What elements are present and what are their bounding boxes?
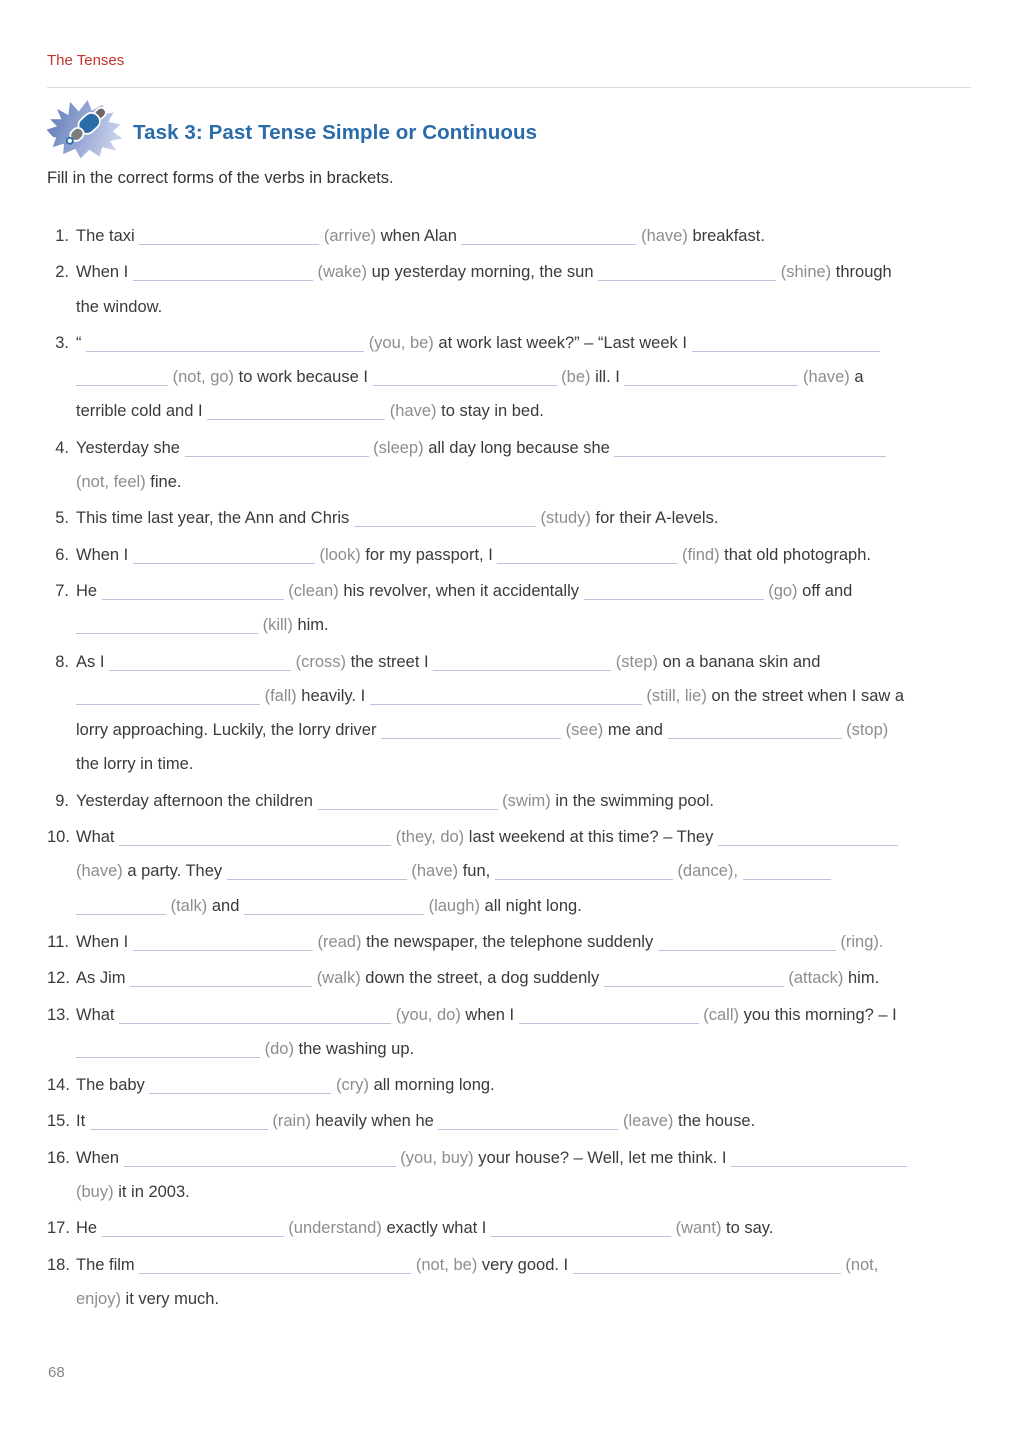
answer-blank (318, 798, 498, 810)
answer-blank (227, 868, 407, 880)
answer-blank (373, 374, 557, 386)
item-text: fun, (462, 862, 491, 881)
item-content (76, 1211, 947, 1245)
item-text: Yesterday afternoon the children (76, 791, 313, 810)
item-text: me and (607, 721, 663, 740)
item-number: 10. (47, 828, 70, 847)
item-text: up yesterday morning, the sun (371, 263, 594, 282)
exercise-item (47, 538, 947, 572)
item-text: The film (76, 1255, 135, 1274)
verb-hint: enjoy) (76, 1289, 121, 1308)
item-line (76, 219, 947, 253)
verb-hint: (go) (768, 581, 798, 600)
item-text: This time last year, the Ann and Chris (76, 509, 350, 528)
exercise-item (47, 961, 947, 995)
verb-hint: (rain) (272, 1112, 311, 1131)
verb-hint: (shine) (780, 263, 832, 282)
item-text: your house? – Well, let me think. I (478, 1148, 727, 1167)
item-line (76, 1175, 947, 1209)
verb-hint: (leave) (622, 1112, 674, 1131)
item-line (76, 538, 947, 572)
exercise-item (47, 1248, 947, 1317)
item-line (76, 394, 947, 428)
item-text: and (211, 896, 240, 915)
item-text: the street I (350, 652, 429, 671)
verb-hint: (call) (703, 1005, 739, 1024)
answer-blank (354, 515, 536, 527)
item-text: it very much. (125, 1289, 220, 1308)
chapter-header: The Tenses (47, 52, 125, 69)
item-content (76, 1068, 947, 1102)
item-line (76, 1104, 947, 1138)
verb-hint: (not, be) (415, 1255, 478, 1274)
item-text: for their A-levels. (595, 509, 719, 528)
item-number: 11. (47, 932, 69, 951)
verb-hint: (buy) (76, 1183, 114, 1202)
answer-blank (692, 340, 880, 352)
verb-hint: (study) (540, 509, 591, 528)
item-line (76, 574, 947, 608)
answer-blank (658, 939, 836, 951)
answer-blank (76, 903, 166, 915)
item-content (76, 1141, 947, 1210)
verb-hint: (laugh) (428, 896, 480, 915)
item-number: 9. (55, 791, 69, 810)
verb-hint: (stop) (846, 721, 889, 740)
answer-blank (438, 1118, 618, 1130)
exercise-item (47, 574, 947, 643)
item-text: ill. I (595, 368, 620, 387)
pen-splash-icon (44, 93, 124, 163)
exercise-item (47, 645, 947, 782)
item-text: What (76, 1005, 115, 1024)
item-text: the washing up. (298, 1039, 415, 1058)
item-text: to stay in bed. (441, 402, 544, 421)
answer-blank (130, 975, 312, 987)
item-line (76, 1032, 947, 1066)
answer-blank (149, 1082, 331, 1094)
item-number: 8. (55, 652, 69, 671)
item-line (76, 290, 947, 324)
item-text: through (835, 263, 892, 282)
verb-hint: (you, do) (395, 1005, 461, 1024)
verb-hint: (want) (675, 1219, 722, 1238)
item-text: him. (848, 969, 880, 988)
item-content (76, 255, 947, 324)
answer-blank (497, 552, 677, 564)
answer-blank (133, 269, 313, 281)
exercise-item (47, 784, 947, 818)
item-line (76, 465, 947, 499)
item-number: 3. (55, 333, 69, 352)
answer-blank (491, 1225, 671, 1237)
verb-hint: (arrive) (323, 227, 377, 245)
item-text: When I (76, 932, 129, 951)
exercise-item (47, 1104, 947, 1138)
item-text: off and (802, 581, 853, 600)
item-text: on a banana skin and (662, 652, 821, 671)
item-text: breakfast. (692, 227, 765, 245)
item-line (76, 1248, 947, 1282)
item-content (76, 431, 947, 500)
verb-hint: (sleep) (373, 438, 424, 457)
verb-hint: (talk) (170, 896, 208, 915)
answer-blank (731, 1155, 907, 1167)
item-number: 2. (55, 263, 69, 282)
verb-hint: (not, go) (172, 368, 235, 387)
item-number: 14. (47, 1076, 70, 1095)
answer-blank (519, 1012, 699, 1024)
page-number: 68 (48, 1364, 65, 1381)
item-content (76, 820, 947, 923)
item-text: heavily when he (315, 1112, 434, 1131)
answer-blank (76, 1046, 260, 1058)
answer-blank (207, 408, 385, 420)
item-text: The taxi (76, 227, 135, 245)
verb-hint: (you, be) (368, 333, 434, 352)
item-line (76, 998, 947, 1032)
item-text: terrible cold and I (76, 402, 203, 421)
exercise-item (47, 1211, 947, 1245)
verb-hint: (find) (681, 545, 720, 564)
answer-blank (244, 903, 424, 915)
item-text: When (76, 1148, 120, 1167)
item-text: his revolver, when it accidentally (343, 581, 580, 600)
answer-blank (90, 1118, 268, 1130)
verb-hint: (have) (803, 368, 850, 387)
item-line (76, 925, 947, 959)
item-content (76, 925, 947, 959)
item-text: heavily. I (301, 686, 366, 705)
item-number: 18. (47, 1255, 70, 1274)
answer-blank (614, 445, 886, 457)
item-line (76, 326, 947, 360)
exercise-item (47, 431, 947, 500)
item-line (76, 854, 947, 888)
verb-hint: (have) (389, 402, 437, 421)
verb-hint: (cross) (295, 652, 347, 671)
item-text: all night long. (484, 896, 582, 915)
answer-blank (119, 1012, 391, 1024)
item-content (76, 784, 947, 818)
verb-hint: (do) (264, 1039, 294, 1058)
task-instruction: Fill in the correct forms of the verbs in brackets. (47, 169, 394, 187)
answer-blank (495, 868, 673, 880)
item-line (76, 784, 947, 818)
item-text: the newspaper, the telephone suddenly (366, 932, 654, 951)
item-content (76, 326, 947, 429)
item-number: 16. (47, 1148, 70, 1167)
answer-blank (76, 693, 260, 705)
item-text: that old photograph. (724, 545, 871, 564)
answer-blank (185, 445, 369, 457)
task-title: Task 3: Past Tense Simple or Continuous (133, 121, 538, 144)
item-text: As I (76, 652, 105, 671)
answer-blank (604, 975, 784, 987)
verb-hint: (clean) (288, 581, 339, 600)
verb-hint: (have) (641, 227, 688, 245)
item-text: for my passport, I (365, 545, 493, 564)
item-line (76, 713, 947, 747)
verb-hint: (walk) (316, 969, 361, 988)
verb-hint: (have) (76, 862, 123, 881)
verb-hint: (read) (317, 932, 362, 951)
verb-hint: (understand) (288, 1219, 382, 1238)
item-text: What (76, 828, 115, 847)
answer-blank (461, 233, 636, 245)
exercise-item (47, 1068, 947, 1102)
answer-blank (133, 939, 313, 951)
item-number: 7. (55, 581, 69, 600)
answer-blank (598, 269, 776, 281)
item-text: on the street when I saw a (711, 686, 905, 705)
item-content (76, 961, 947, 995)
verb-hint: (still, lie) (646, 686, 707, 705)
exercise-item (47, 820, 947, 923)
item-line (76, 255, 947, 289)
header-divider (47, 87, 971, 88)
item-content (76, 645, 947, 782)
verb-hint: (swim) (502, 791, 551, 810)
item-text: the house. (678, 1112, 756, 1131)
exercise-item (47, 1141, 947, 1210)
verb-hint: (kill) (262, 616, 293, 635)
item-text: He (76, 1219, 98, 1238)
item-text: He (76, 581, 98, 600)
answer-blank (433, 659, 611, 671)
item-text: at work last week?” – “Last week I (438, 333, 687, 352)
verb-hint: (fall) (264, 686, 297, 705)
verb-hint: (see) (565, 721, 604, 740)
exercise-list (47, 219, 947, 1318)
answer-blank (139, 1262, 411, 1274)
verb-hint: (look) (319, 545, 361, 564)
item-number: 1. (55, 227, 69, 245)
item-text: When I (76, 263, 129, 282)
item-line (76, 1282, 947, 1316)
item-text: As Jim (76, 969, 126, 988)
item-content (76, 219, 947, 253)
verb-hint: (not, feel) (76, 473, 146, 492)
answer-blank (668, 727, 842, 739)
item-content (76, 1248, 947, 1317)
item-text: a party. They (127, 862, 223, 881)
item-number: 5. (55, 509, 69, 528)
answer-blank (624, 374, 798, 386)
item-text: last weekend at this time? – They (468, 828, 714, 847)
item-line (76, 1068, 947, 1102)
answer-blank (124, 1155, 396, 1167)
item-text: When I (76, 545, 129, 564)
item-line (76, 501, 947, 535)
verb-hint: (you, buy) (400, 1148, 474, 1167)
item-text: to work because I (238, 368, 368, 387)
item-content (76, 574, 947, 643)
item-content (76, 501, 947, 535)
item-line (76, 747, 947, 781)
item-text: all morning long. (373, 1076, 495, 1095)
item-line (76, 1141, 947, 1175)
item-text: exactly what I (386, 1219, 487, 1238)
answer-blank (584, 588, 764, 600)
verb-hint: (not, (845, 1255, 879, 1274)
item-text: when I (465, 1005, 515, 1024)
item-line (76, 820, 947, 854)
item-text: it in 2003. (118, 1183, 190, 1202)
answer-blank (381, 727, 561, 739)
verb-hint: (have) (411, 862, 459, 881)
item-text: the lorry in time. (76, 755, 194, 774)
item-text: down the street, a dog suddenly (365, 969, 600, 988)
item-line (76, 431, 947, 465)
item-text: fine. (150, 473, 182, 492)
item-text: very good. I (481, 1255, 569, 1274)
answer-blank (109, 659, 291, 671)
answer-blank (76, 622, 258, 634)
answer-blank (718, 834, 898, 846)
verb-hint: (wake) (317, 263, 367, 282)
item-line (76, 679, 947, 713)
item-number: 6. (55, 545, 69, 564)
answer-blank (573, 1262, 841, 1274)
item-text: Yesterday she (76, 438, 180, 457)
item-content (76, 1104, 947, 1138)
item-text: in the swimming pool. (555, 791, 714, 810)
item-text: you this morning? – I (743, 1005, 897, 1024)
verb-hint: (be) (561, 368, 591, 387)
item-number: 4. (55, 438, 69, 457)
item-content (76, 538, 947, 572)
item-text: “ (76, 333, 82, 352)
item-line (76, 889, 947, 923)
exercise-item (47, 219, 947, 253)
exercise-item (47, 326, 947, 429)
answer-blank (133, 552, 315, 564)
answer-blank (139, 233, 319, 245)
answer-blank (119, 834, 391, 846)
item-content (76, 998, 947, 1067)
exercise-item (47, 501, 947, 535)
answer-blank (76, 374, 168, 386)
verb-hint: (step) (615, 652, 658, 671)
answer-blank (370, 693, 642, 705)
item-line (76, 961, 947, 995)
item-text: him. (297, 616, 329, 635)
item-line (76, 608, 947, 642)
item-text: all day long because she (428, 438, 610, 457)
verb-hint: (attack) (788, 969, 844, 988)
answer-blank (86, 340, 364, 352)
item-number: 13. (47, 1005, 70, 1024)
verb-hint: (dance), (677, 862, 738, 881)
item-text: lorry approaching. Luckily, the lorry driver (76, 721, 377, 740)
item-text: to say. (726, 1219, 774, 1238)
exercise-item (47, 925, 947, 959)
item-line (76, 360, 947, 394)
item-number: 12. (47, 969, 70, 988)
item-text: The baby (76, 1076, 145, 1095)
verb-hint: (cry) (335, 1076, 369, 1095)
item-text: the window. (76, 297, 163, 316)
item-number: 17. (47, 1219, 70, 1238)
item-line (76, 645, 947, 679)
item-text: It (76, 1112, 86, 1131)
item-number: 15. (47, 1112, 70, 1131)
answer-blank (102, 1225, 284, 1237)
item-text: a (854, 368, 864, 387)
exercise-item (47, 255, 947, 324)
exercise-item (47, 998, 947, 1067)
item-line (76, 1211, 947, 1245)
verb-hint: (they, do) (395, 828, 465, 847)
item-text: when Alan (380, 227, 457, 245)
verb-hint: (ring). (840, 932, 884, 951)
answer-blank (743, 868, 831, 880)
answer-blank (102, 588, 284, 600)
